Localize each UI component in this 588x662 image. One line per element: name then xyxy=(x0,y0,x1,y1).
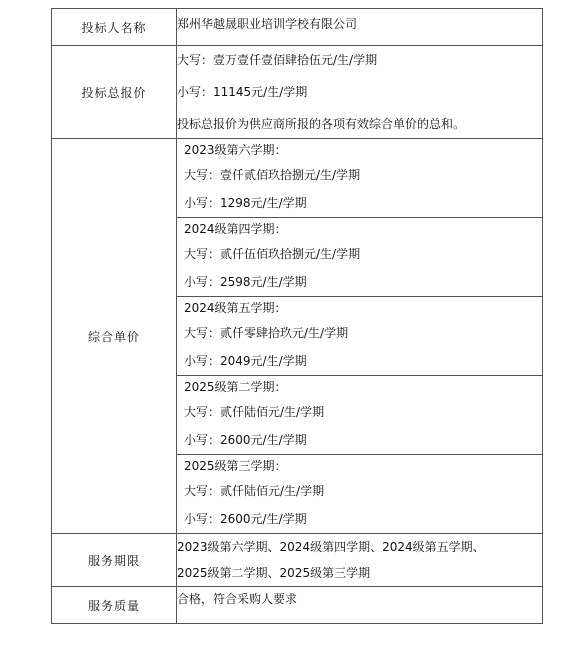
total-price-value xyxy=(177,46,543,139)
unit-price-term-block xyxy=(177,139,542,218)
service-quality-value xyxy=(177,587,543,624)
bidder-label: 投标人名称 xyxy=(52,9,177,46)
service-quality-text: 合格，符合采购人要求 xyxy=(177,592,298,606)
unit-price-row xyxy=(52,139,543,534)
term-uppercase: 大写：贰仟伍佰玖拾捌元/生/学期 xyxy=(184,247,361,261)
service-period-value xyxy=(177,534,543,587)
term-lowercase: 小写：1298元/生/学期 xyxy=(184,196,307,210)
unit-price-term-block xyxy=(177,455,542,533)
term-lowercase: 小写：2049元/生/学期 xyxy=(184,354,307,368)
term-heading: 2025级第三学期： xyxy=(184,459,287,473)
bidder-value xyxy=(177,9,543,46)
total-price-note: 投标总报价为供应商所报的各项有效综合单价的总和。 xyxy=(177,117,466,131)
total-price-uppercase: 大写：壹万壹仟壹佰肆拾伍元/生/学期 xyxy=(177,53,378,67)
unit-price-label: 综合单价 xyxy=(52,139,177,534)
total-price-row xyxy=(52,46,543,139)
bidder-name: 郑州华越晟职业培训学校有限公司 xyxy=(177,17,358,31)
term-uppercase: 大写：贰仟陆佰元/生/学期 xyxy=(184,405,325,419)
term-lowercase: 小写：2598元/生/学期 xyxy=(184,275,307,289)
term-uppercase: 大写：壹仟贰佰玖拾捌元/生/学期 xyxy=(184,168,361,182)
term-heading: 2023级第六学期： xyxy=(184,143,287,157)
bid-summary-table xyxy=(51,8,543,624)
total-price-label: 投标总报价 xyxy=(52,46,177,139)
term-uppercase: 大写：贰仟陆佰元/生/学期 xyxy=(184,484,325,498)
term-uppercase: 大写：贰仟零肆拾玖元/生/学期 xyxy=(184,326,349,340)
unit-price-term-block xyxy=(177,218,542,297)
service-quality-label: 服务质量 xyxy=(52,587,177,624)
service-period-line-1: 2023级第六学期、2024级第四学期、2024级第五学期、 xyxy=(177,540,485,554)
service-period-row xyxy=(52,534,543,587)
term-heading: 2024级第五学期： xyxy=(184,301,287,315)
term-lowercase: 小写：2600元/生/学期 xyxy=(184,512,307,526)
bidder-row xyxy=(52,9,543,46)
unit-price-term-block xyxy=(177,297,542,376)
term-heading: 2025级第二学期： xyxy=(184,380,287,394)
service-period-line-2: 2025级第二学期、2025级第三学期 xyxy=(177,566,371,580)
service-quality-row xyxy=(52,587,543,624)
unit-price-value xyxy=(177,139,543,534)
term-lowercase: 小写：2600元/生/学期 xyxy=(184,433,307,447)
unit-price-term-block xyxy=(177,376,542,455)
service-period-label: 服务期限 xyxy=(52,534,177,587)
term-heading: 2024级第四学期： xyxy=(184,222,287,236)
total-price-lowercase: 小写：11145元/生/学期 xyxy=(177,85,308,99)
